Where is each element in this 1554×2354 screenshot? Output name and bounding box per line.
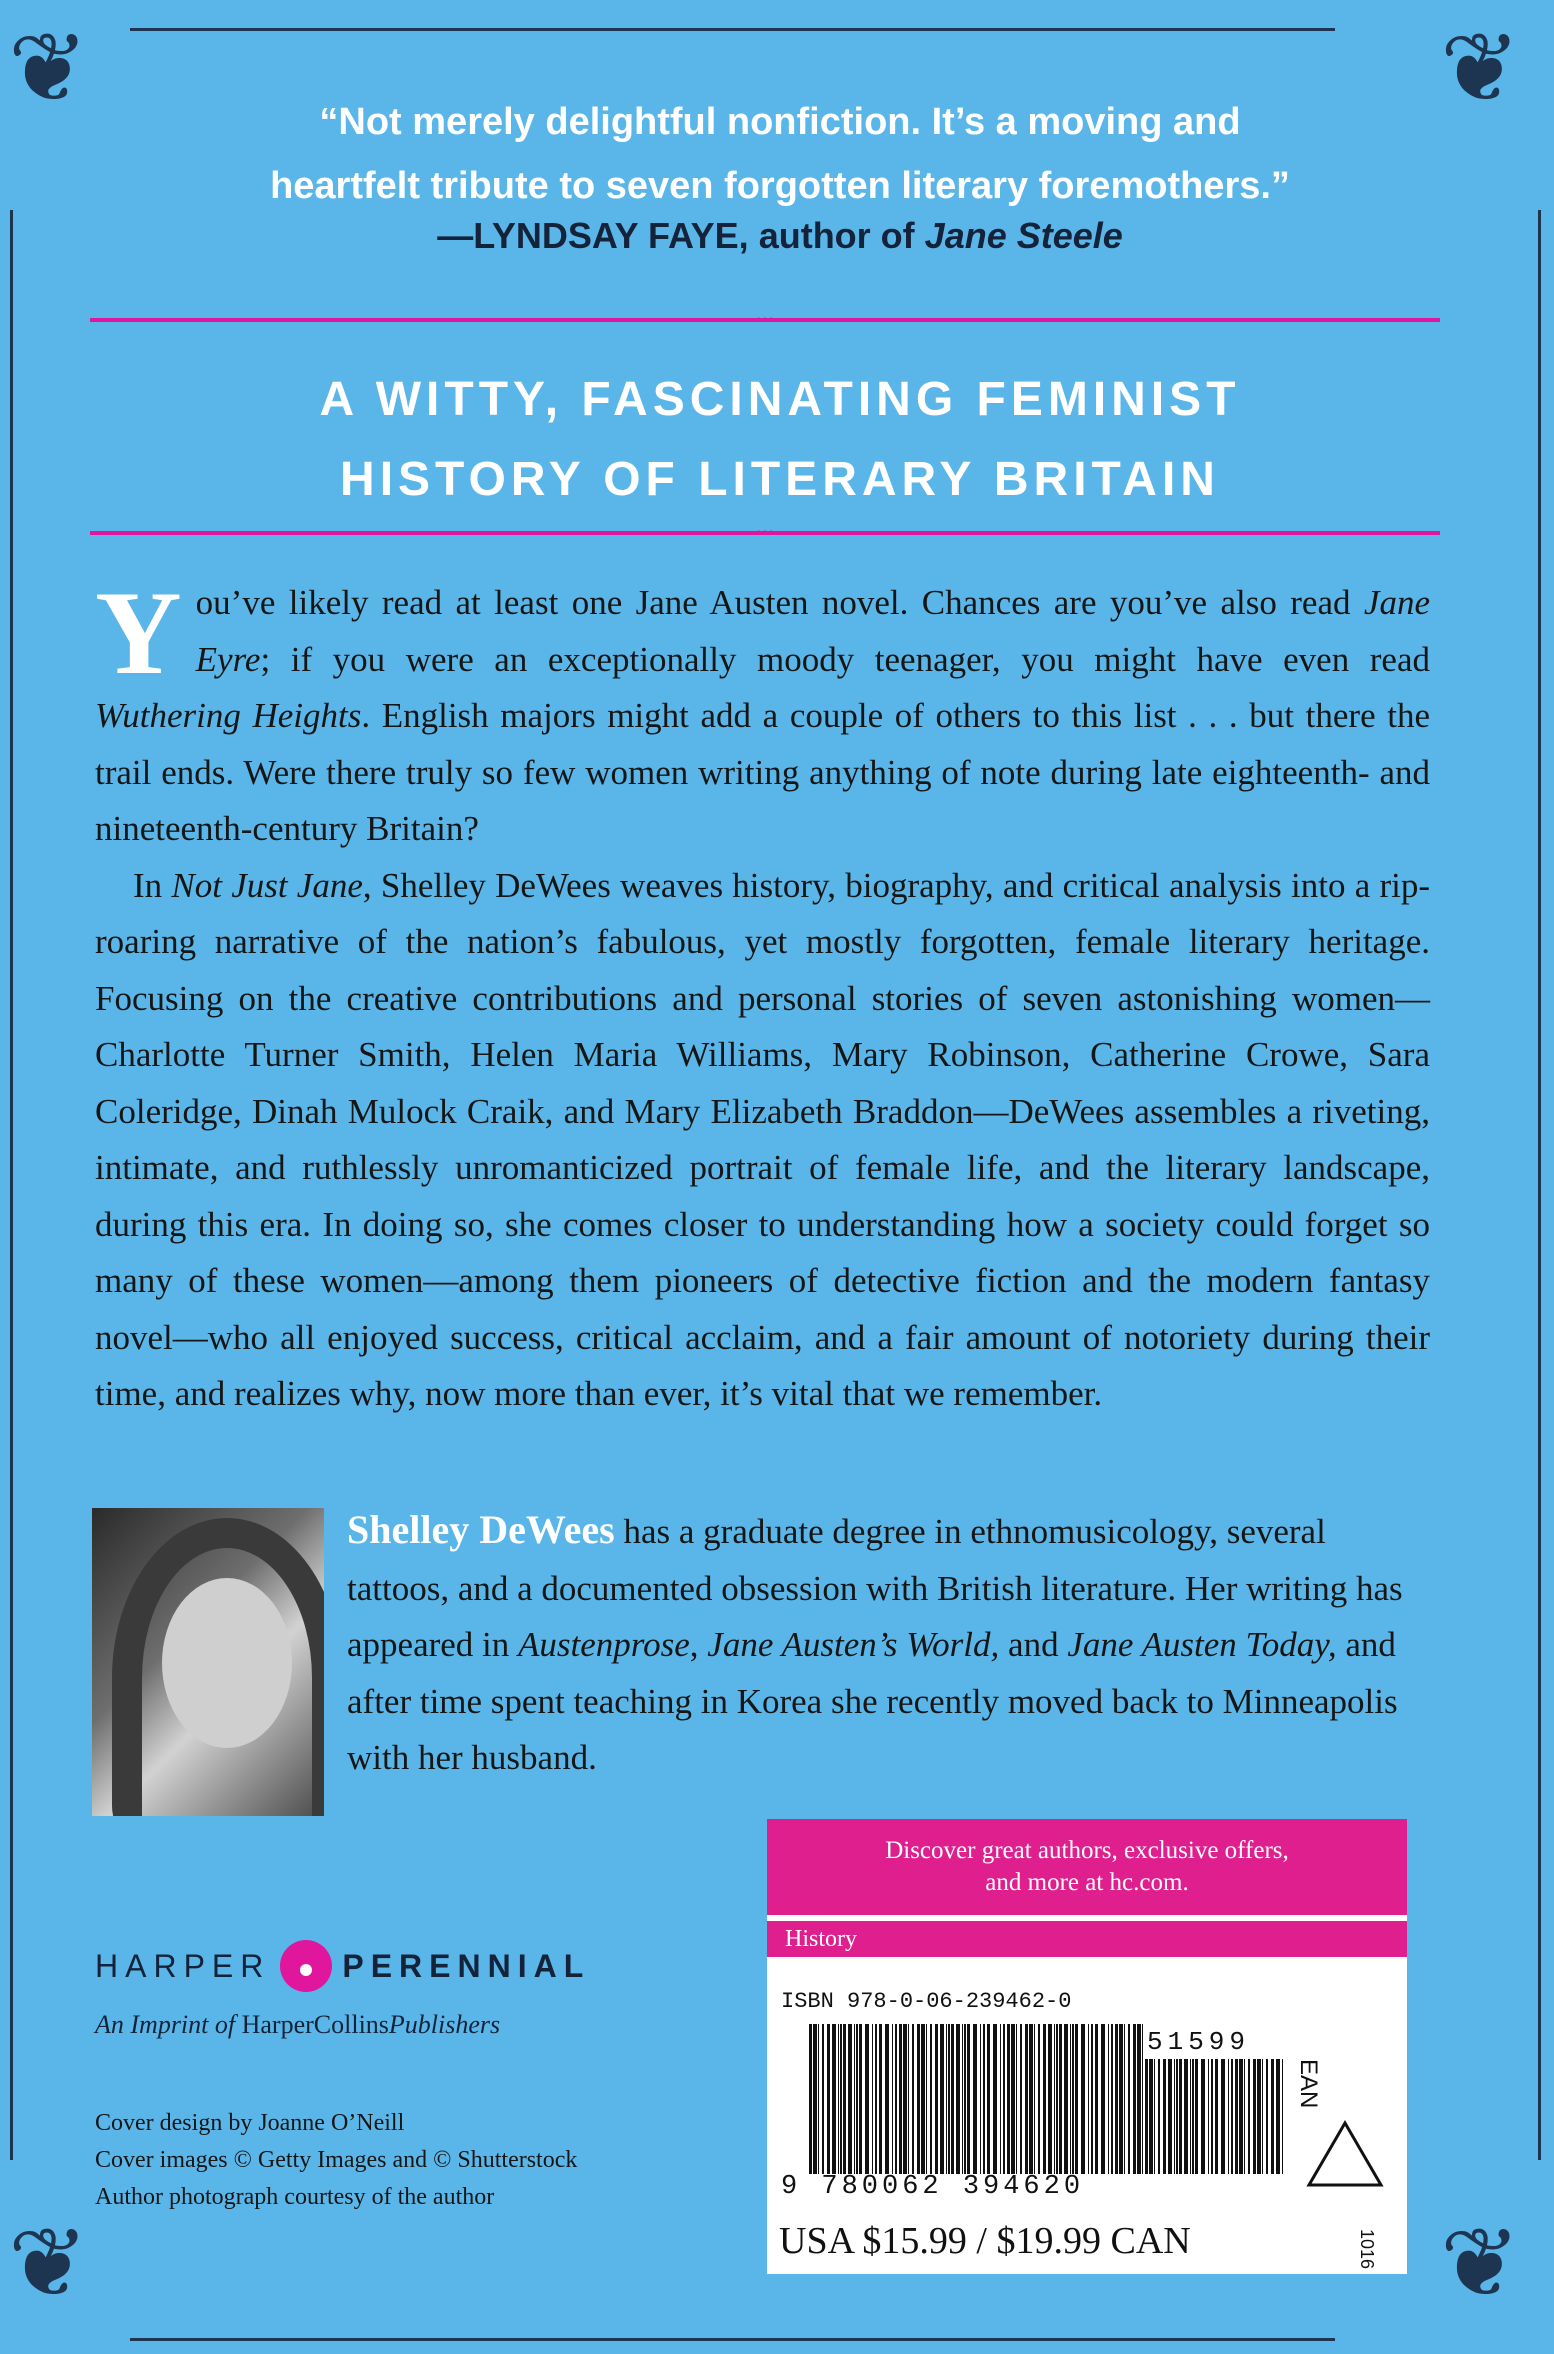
barcode-bar [946, 2024, 947, 2174]
barcode-bar [1231, 2059, 1233, 2174]
swirl-flourish-icon: ❦ [8, 12, 89, 124]
triangle-icon [1305, 2119, 1385, 2189]
barcode-bar [1192, 2059, 1194, 2174]
barcode-bar [908, 2024, 909, 2174]
photo-face [162, 1578, 292, 1748]
barcode-bar [1142, 2024, 1143, 2174]
text-run: and [999, 1625, 1068, 1664]
divider-ornament: ••• [755, 523, 775, 543]
barcode-bar [1168, 2059, 1172, 2174]
barcode-bar [875, 2024, 877, 2174]
barcode-bar [917, 2024, 920, 2174]
text-run: , [689, 1625, 708, 1664]
author-photo [92, 1508, 324, 1816]
barcode-bar [1137, 2024, 1141, 2174]
publication-title: Jane Austen’s World, [707, 1625, 1000, 1664]
barcode-bar [1007, 2024, 1010, 2174]
barcode-bar [1059, 2024, 1062, 2174]
barcode-bar [1158, 2059, 1160, 2174]
credit-design: Cover design by Joanne O’Neill [95, 2110, 405, 2136]
barcode-bar [983, 2024, 985, 2174]
barcode-bar [1145, 2059, 1148, 2174]
barcode-bar [1029, 2024, 1033, 2174]
publication-title: Austenprose [518, 1625, 690, 1664]
print-code: 1016 [1357, 2229, 1377, 2270]
barcode-bar [967, 2024, 970, 2174]
barcode-bar [962, 2024, 963, 2174]
barcode-bar [1248, 2059, 1250, 2174]
imprint-prefix: An Imprint of [95, 2010, 236, 2039]
barcode-bar [1282, 2059, 1283, 2174]
swirl-flourish-icon: ❦ [8, 2207, 89, 2319]
barcode-bar [1111, 2024, 1113, 2174]
text-run: In [133, 865, 172, 905]
barcode-bar [813, 2024, 817, 2174]
description [95, 566, 1430, 1423]
barcode-bar [1101, 2024, 1105, 2174]
barcode-bar [964, 2024, 966, 2174]
barcode-bar [1108, 2024, 1109, 2174]
barcode-digits: 9 780062 394620 [781, 2172, 1085, 2202]
barcode-bar [1025, 2024, 1028, 2174]
imprint-suffix: Publishers [388, 2010, 501, 2039]
imprint-publisher: HarperCollins [235, 2010, 389, 2039]
barcode-bar [1253, 2059, 1256, 2174]
barcode-bar [1115, 2024, 1118, 2174]
barcode-bar [856, 2024, 858, 2174]
text-run: and after time spent teaching in Korea she recently moved back to Minneapolis with her husband. [347, 1625, 1398, 1777]
category-label: History [767, 1921, 1407, 1957]
barcode-bar [1048, 2024, 1052, 2174]
swirl-flourish-icon: ❦ [1440, 2207, 1521, 2319]
book-title: Not Just Jane [171, 865, 363, 905]
barcode-bar [822, 2024, 824, 2174]
barcode-bar [1081, 2024, 1085, 2174]
barcode-bar [895, 2024, 897, 2174]
text-run: , Shelley DeWees weaves history, biography, and critical analysis into a rip-roaring narrative of the nation’s fabulous, yet mostly forgotten, female literary heritage. Focusing on the creative contributions and personal stories of seven astonishing women—Charlotte Turner Smith, Helen Maria Williams, Mary Robinson, Catherine Crowe, Sara Coleridge, Dinah Mulock Craik, and Mary Elizabeth Braddon—DeWees assembles a riveting, intimate, and ruthlessly unromanticized portrait of female life, and the literary landscape, during this era. In doing so, she comes closer to understanding how a society could forget so many of these women—among them pioneers of detective fiction and the modern fantasy novel—who all enjoyed success, critical acclaim, and a fair amount of notoriety during their time, and realizes why, now more than ever, it’s vital that we remember. [95, 865, 1430, 1413]
barcode-bar [832, 2024, 836, 2174]
barcode-bar [1075, 2024, 1078, 2174]
book-title: Jane Eyre [195, 583, 1430, 679]
frame-bottom-line [130, 2338, 1335, 2341]
barcode-bar [935, 2024, 938, 2174]
barcode-bar [872, 2024, 873, 2174]
description-paragraph-1 [95, 566, 1430, 858]
barcode-bar [1190, 2059, 1191, 2174]
credit-photo: Author photograph courtesy of the author [95, 2184, 495, 2210]
barcode-bar [1124, 2024, 1125, 2174]
barcode-bar [956, 2024, 960, 2174]
barcode-bar [838, 2024, 839, 2174]
imprint-line [95, 2010, 705, 2040]
ean-label: EAN [1295, 2059, 1322, 2109]
publisher-logo-row [95, 1940, 705, 1992]
barcode-bar [879, 2024, 882, 2174]
barcode-bar [892, 2024, 893, 2174]
flame-torch-icon [280, 1940, 332, 1992]
barcode-main [809, 2024, 1147, 2174]
barcode-bar [1088, 2024, 1089, 2174]
barcode-bar [1266, 2059, 1268, 2174]
barcode-bar [1038, 2024, 1040, 2174]
barcode-bar [1176, 2059, 1178, 2174]
barcode-bar [885, 2024, 889, 2174]
promo-banner [767, 1819, 1407, 1915]
barcode-bar [1163, 2059, 1166, 2174]
barcode-bar [903, 2024, 907, 2174]
headline-line-1: A WITTY, FASCINATING FEMINIST [319, 373, 1241, 426]
barcode-bar [1095, 2024, 1098, 2174]
barcode-bar [1003, 2024, 1005, 2174]
barcode-bar [951, 2024, 954, 2174]
barcode-bar [987, 2024, 990, 2174]
barcode-bar [1149, 2059, 1153, 2174]
barcode-bar [1208, 2059, 1209, 2174]
promo-line-1: Discover great authors, exclusive offers, [885, 1837, 1289, 1864]
barcode-bar [1271, 2059, 1274, 2174]
book-title: Wuthering Heights [95, 696, 362, 735]
barcode-bar [865, 2024, 869, 2174]
barcode-bar [1054, 2024, 1055, 2174]
barcode-bar [1011, 2024, 1015, 2174]
barcode-bar [1244, 2059, 1245, 2174]
frame-left-line [10, 210, 13, 2160]
barcode-bar [1195, 2059, 1198, 2174]
promo-line-2: and more at hc.com. [985, 1869, 1189, 1896]
barcode-bar [993, 2024, 997, 2174]
barcode-addon [1145, 2059, 1285, 2174]
barcode-bar [1174, 2059, 1175, 2174]
barcode-bar [1221, 2059, 1225, 2174]
blurb-quote [180, 90, 1380, 218]
frame-right-line [1538, 210, 1541, 2160]
barcode-bar [1000, 2024, 1001, 2174]
text-run: has a graduate degree in ethnomusicology, several tattoos, and a documented obsession with British literature. Her writing has appeared in [347, 1512, 1403, 1664]
barcode-bar [1128, 2024, 1130, 2174]
quote-line-2: heartfelt tribute to seven forgotten literary foremothers.” [270, 165, 1290, 207]
credit-images: Cover images © Getty Images and © Shutterstock [95, 2147, 578, 2173]
addon-number: 51599 [1147, 2027, 1251, 2057]
barcode-bar [1276, 2059, 1280, 2174]
barcode-bar [1179, 2059, 1182, 2174]
author-bio [347, 1502, 1432, 1787]
publisher-word-harper: HARPER [95, 1947, 271, 1984]
attrib-book: Jane Steele [924, 215, 1123, 256]
barcode-bar [1043, 2024, 1046, 2174]
barcode-bar [912, 2024, 914, 2174]
barcode-bar [809, 2024, 812, 2174]
barcode-bar [840, 2024, 842, 2174]
barcode-bar [854, 2024, 855, 2174]
barcode-bar [1020, 2024, 1022, 2174]
barcode-bar [1215, 2059, 1218, 2174]
barcode-bar [1262, 2059, 1263, 2174]
barcode-bar [1257, 2059, 1261, 2174]
headline [150, 360, 1410, 520]
barcode-bar [1072, 2024, 1074, 2174]
swirl-flourish-icon: ❦ [1440, 12, 1521, 124]
publisher-logo [95, 1940, 705, 2040]
barcode-bar [827, 2024, 830, 2174]
barcode-bar [843, 2024, 846, 2174]
barcode-bar [940, 2024, 944, 2174]
barcode-bar [921, 2024, 925, 2174]
barcode-bar [1228, 2059, 1229, 2174]
quote-line-1: “Not merely delightful nonfiction. It’s a moving and [319, 101, 1241, 143]
attrib-mid: author of [748, 215, 925, 256]
attrib-name: —LYNDSAY FAYE, [437, 215, 749, 256]
barcode-bar [1064, 2024, 1068, 2174]
barcode-bar [1091, 2024, 1093, 2174]
barcode-bar [1154, 2059, 1155, 2174]
barcode-bar [899, 2024, 902, 2174]
publication-title: Jane Austen Today, [1067, 1625, 1337, 1664]
barcode-bar [1016, 2024, 1017, 2174]
barcode-bar [980, 2024, 981, 2174]
drop-cap: Y [95, 566, 182, 699]
barcode-bar [1119, 2024, 1123, 2174]
text-run: ou’ve likely read at least one Jane Austen novel. Chances are you’ve also read [195, 583, 1364, 622]
barcode-bar [1184, 2059, 1188, 2174]
frame-top-line [130, 28, 1335, 31]
text-run: . English majors might add a couple of others to this list . . . but there the trail ends. Were there truly so few women writing anything of note during late eighteenth- and nineteenth-century Britain? [95, 696, 1430, 848]
barcode-bar [973, 2024, 977, 2174]
author-name: Shelley DeWees [347, 1507, 615, 1552]
barcode-bar [1239, 2059, 1243, 2174]
price: USA $15.99 / $19.99 CAN [779, 2220, 1191, 2262]
barcode-panel [767, 1819, 1407, 2274]
publisher-word-perennial: PERENNIAL [342, 1947, 591, 1984]
description-paragraph-2 [95, 858, 1430, 1423]
cover-credits [95, 2105, 715, 2216]
isbn-text: ISBN 978-0-06-239462-0 [781, 1989, 1072, 2014]
barcode-bar [1235, 2059, 1238, 2174]
divider-ornament: ••• [755, 310, 775, 330]
barcode-bar [948, 2024, 950, 2174]
blurb-attribution [180, 215, 1380, 257]
barcode-bar [930, 2024, 932, 2174]
barcode-bar [859, 2024, 862, 2174]
barcode-bar [1070, 2024, 1071, 2174]
barcode-bar [848, 2024, 852, 2174]
barcode-bar [1133, 2024, 1136, 2174]
barcode-bar [818, 2024, 819, 2174]
barcode-bar [1056, 2024, 1058, 2174]
barcode-bar [1211, 2059, 1213, 2174]
barcode-bar [926, 2024, 927, 2174]
headline-line-2: HISTORY OF LITERARY BRITAIN [340, 453, 1220, 506]
text-run: ; if you were an exceptionally moody teenager, you might have even read [260, 639, 1430, 679]
barcode-bar [1201, 2059, 1205, 2174]
barcode-bar [1034, 2024, 1035, 2174]
